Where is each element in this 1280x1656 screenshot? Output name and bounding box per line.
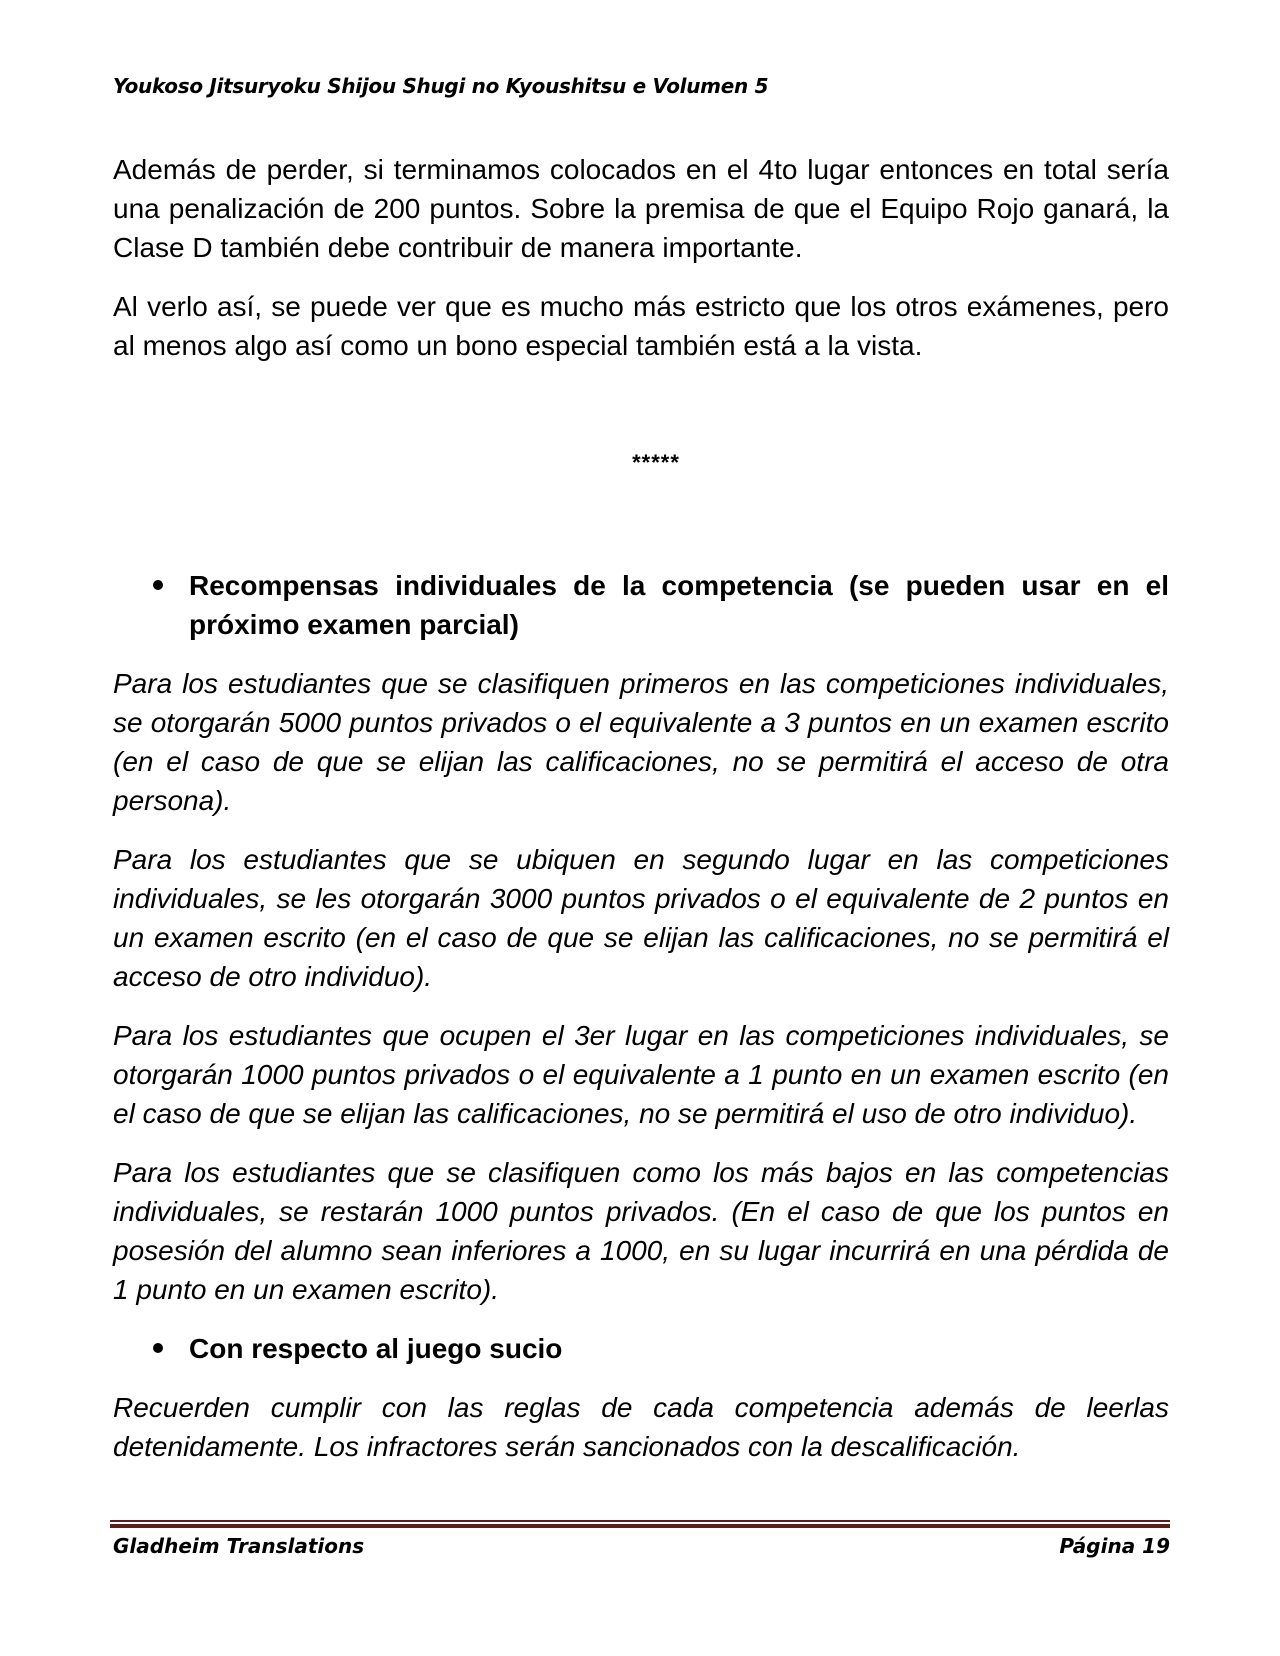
section-separator: ***** [632, 450, 680, 475]
header-title: Youkoso Jitsuryoku Shijou Shugi no Kyoushitsu e Volumen 5 [113, 74, 769, 98]
page-content [113, 150, 1169, 1486]
page-number: Página 19 [1059, 1534, 1170, 1558]
reward-paragraph: Para los estudiantes que se clasifiquen primeros en las competiciones individuales, se otorgarán 5000 puntos privados o el equivalente a 3 puntos en un examen escrito (en el caso de que se elijan las calificaciones, no se permitirá el acceso de otra persona). [113, 668, 1169, 816]
section-heading-text: Recompensas individuales de la competencia (se pueden usar en el próximo examen parcial) [189, 570, 1169, 640]
reward-paragraph: Para los estudiantes que se clasifiquen como los más bajos en las competencias individuales, se restarán 1000 puntos privados. (En el caso de que los puntos en posesión del alumno sean inferiores a 1000, en su lugar incurrirá en una pérdida de 1 punto en un examen escrito). [113, 1157, 1169, 1305]
bullet-icon [153, 580, 163, 590]
intro-paragraph: Al verlo así, se puede ver que es mucho más estricto que los otros exámenes, pero al menos algo así como un bono especial también está a la vista. [113, 291, 1169, 361]
section-heading-text: Con respecto al juego sucio [189, 1333, 563, 1364]
intro-paragraph: Además de perder, si terminamos colocados en el 4to lugar entonces en total sería una penalización de 200 puntos. Sobre la premisa de que el Equipo Rojo ganará, la Clase D también debe contribuir de manera importante. [113, 154, 1169, 263]
bullet-icon [153, 1343, 163, 1353]
section-heading-foul-play [113, 1329, 1169, 1368]
reward-paragraph: Para los estudiantes que ocupen el 3er lugar en las competiciones individuales, se otorgarán 1000 puntos privados o el equivalente a 1 punto en un examen escrito (en el caso de que se elijan las calificaciones, no se permitirá el uso de otro individuo). [113, 1020, 1169, 1129]
section-heading-rewards [113, 566, 1169, 644]
reward-paragraph: Para los estudiantes que se ubiquen en segundo lugar en las competiciones individuales, se les otorgarán 3000 puntos privados o el equivalente de 2 puntos en un examen escrito (en el caso de que se elijan las calificaciones, no se permitirá el acceso de otro individuo). [113, 844, 1169, 992]
rules-paragraph: Recuerden cumplir con las reglas de cada competencia además de leerlas detenidamente. Los infractores serán sancionados con la descalificación. [113, 1392, 1169, 1462]
footer-credit: Gladheim Translations [113, 1534, 365, 1558]
footer-divider [110, 1520, 1170, 1529]
